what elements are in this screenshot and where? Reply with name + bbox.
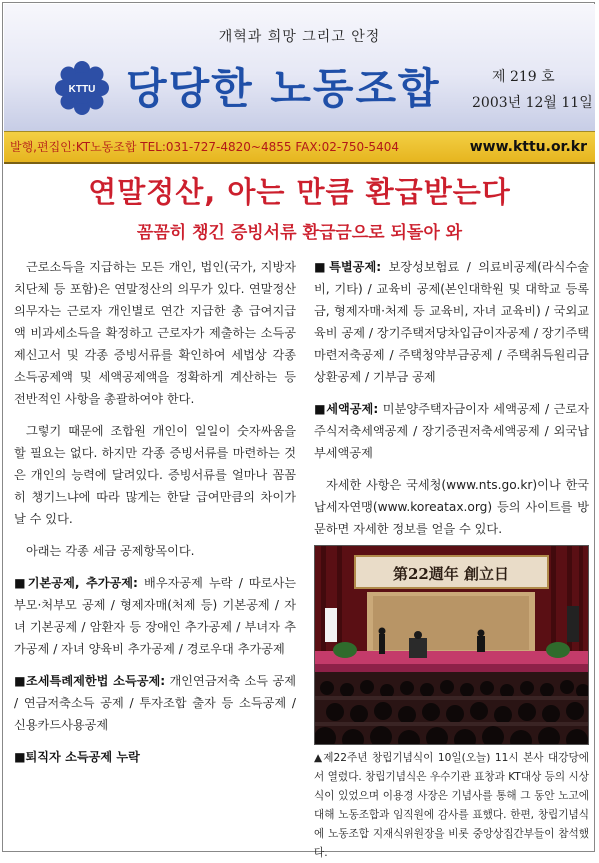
section-lead: ■조세특례제한법 소득공제:: [14, 674, 166, 688]
photo-caption: ▲제22주년 창립기념식이 10일(오늘) 11시 본사 대강당에서 열렸다. 창립기념식은 우수기관 표창과 KT대상 등의 시상식이 있었으며 이용경 사장은 기념사를 통해 그 동안 노고에 대해 노동조합과 임직원에 감사를 표했다. 한편, 창립기념식에 노동조합 지재식위원장을 비롯 중앙상집간부들이 참석했다.: [314, 752, 589, 859]
logo-text: KTTU: [68, 84, 96, 95]
section-text: 미분양주택자금이자 세액공제 / 근로자주식저축세액공제 / 장기증권저축세액공제 / 외국납부세액공제: [314, 402, 589, 460]
deduction-section: [314, 256, 589, 388]
right-column: [314, 256, 589, 550]
slogan: 개혁과 희망 그리고 안정: [218, 29, 381, 45]
section-lead: ■퇴직자 소득공제 누락: [14, 750, 140, 764]
publisher-bar: [4, 131, 595, 164]
deduction-section: [14, 572, 296, 660]
photo-banner-text: 第22週年 創立日: [392, 565, 510, 583]
ceremony-photo-image: [315, 546, 588, 744]
body-paragraph: 그렇기 때문에 조합원 개인이 일일이 숫자싸움을 할 필요는 없다. 하지만 각종 증빙서류를 마련하는 것은 개인의 능력에 달려있다. 증빙서류를 얼마나 꼼꼼히 챙기느냐에 따라 많게는 한달 급여만큼의 차이가 날 수 있다.: [14, 424, 296, 526]
newsletter-title: 당당한 노동조합: [126, 64, 441, 113]
issue-date: 2003년 12월 11일: [472, 95, 593, 111]
deduction-section: [14, 670, 296, 736]
section-text: 개인연금저축 소득 공제 / 연금저축소득 공제 / 투자조합 출자 등 소득공제 / 신용카드사용공제: [14, 674, 296, 732]
section-lead: ■세액공제:: [314, 402, 379, 416]
kttu-logo-icon: [54, 60, 110, 116]
section-text: 보장성보험료 / 의료비공제(라식수술비, 기타) / 교육비 공제(본인대학원 및 대학교 등록금, 형제자매·처제 등 교육비, 자녀 교육비) / 국외교육비 공제 / 장기주택저당차입금이자공제 / 장기주택마련저축공제 / 주택청약부금공제 / 주택취득원리금 상환공제 / 기부금 공제: [314, 260, 589, 384]
issue-number: 제 219 호: [492, 69, 555, 85]
section-lead: ■기본공제, 추가공제:: [14, 576, 138, 590]
left-column: [14, 256, 296, 778]
section-text: 배우자공제 누락 / 따로사는 부모·처부모 공제 / 형제자매(처제 등) 기본공제 / 자녀 기본공제 / 암환자 등 장애인 추가공제 / 부녀자 추가공제 / 자녀 양육비 추가공제 / 경로우대 추가공제: [14, 576, 297, 656]
publisher-info: 발행,편집인:KT노동조합 TEL:031-727-4820~4855 FAX:02-750-5404: [10, 140, 399, 154]
body-paragraph: 근로소득을 지급하는 모든 개인, 법인(국가, 지방자치단체 등 포함)은 연말정산의 의무가 있다. 연말정산의무자는 근로자 개인별로 연간 지급한 총 급여지급액 비과세소득을 확정하고 근로자가 제출하는 소득공제신고서 및 각종 증빙서류를 확인하여 세법상 각종 소득공제액 및 세액공제액을 정확하게 계산하는 등 전반적인 사항을 총괄하여야 한다.: [14, 260, 296, 406]
body-paragraph: 아래는 각종 세금 공제항목이다.: [26, 544, 195, 558]
article-headline: 연말정산, 아는 만큼 환급받는다: [88, 175, 511, 209]
website-link[interactable]: www.kttu.or.kr: [469, 139, 587, 155]
closing-paragraph: 자세한 사항은 국세청(www.nts.go.kr)이나 한국납세자연맹(www.koreatax.org) 등의 사이트를 방문하면 자세한 정보를 얻을 수 있다.: [314, 478, 589, 536]
deduction-section: [14, 746, 296, 768]
masthead: [4, 4, 595, 131]
article-subheadline: 꼼꼼히 챙긴 증빙서류 환급금으로 되돌아 와: [136, 223, 463, 243]
section-lead: ■특별공제:: [314, 260, 382, 274]
ceremony-photo: [314, 545, 589, 745]
deduction-section: [314, 398, 589, 464]
